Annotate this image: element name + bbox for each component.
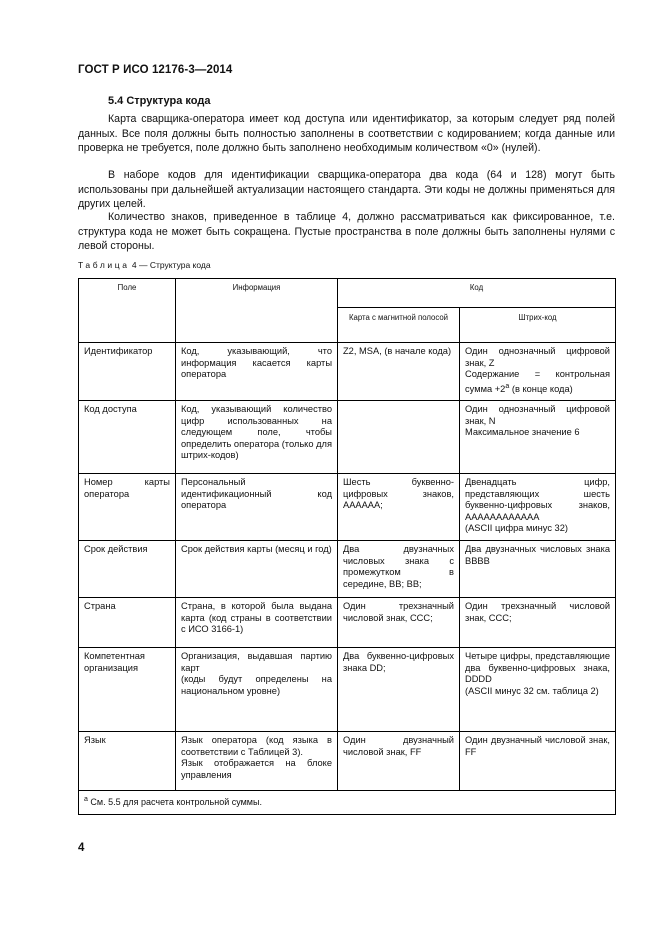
table-row (79, 474, 616, 541)
cell-magnetic: Z2, MSA, (в начале кода) (338, 343, 460, 401)
page-number: 4 (78, 842, 85, 854)
table-caption-title: 4 — Структура кода (131, 260, 211, 270)
cell-barcode (460, 401, 616, 474)
cell-field: Номер карты оператора (79, 474, 176, 541)
paragraph-2: В наборе кодов для идентификации сварщика-оператора два кода (64 и 128) могут быть использованы при дальнейшей актуализации настоящего стандарта. Эти коды не должны применяться для других целей. (78, 169, 615, 210)
table-footnote: $^a$ См. 5.5 для расчета контрольной суммы. (79, 791, 616, 815)
document-header: ГОСТ Р ИСО 12176-3—2014 (78, 64, 233, 76)
cell-magnetic (338, 401, 460, 474)
header-code: Код (338, 279, 616, 308)
header-info: Информация (176, 279, 338, 343)
cell-barcode: Один двузначный числовой знак, FF (460, 732, 616, 791)
cell-info-line: (коды будут определены на национальном уровне) (181, 674, 332, 696)
paragraph-1: Карта сварщика-оператора имеет код доступа или идентификатор, за которым следует ряд полей данных. Все поля должны быть полностью заполнены в соответствии с кодированием; когда данные или проверка не требуется, поле должно быть заполнено необходимым количеством «0» (нулей). (78, 113, 615, 154)
cell-barcode-line: Содержание = контрольная сумма $+2^a$ (в конце кода) (465, 369, 611, 394)
section-title: 5.4 Структура кода (108, 95, 211, 107)
cell-info-line: Язык отображается на блоке управления (181, 758, 332, 780)
footnote-ref: a (505, 382, 510, 390)
cell-magnetic: Один трехзначный числовой знак, CCC; (338, 598, 460, 648)
code-structure-table (78, 278, 616, 815)
cell-magnetic: Два буквенно-цифровых знака DD; (338, 648, 460, 732)
cell-info (176, 732, 338, 791)
cell-field: Язык (79, 732, 176, 791)
table-row (79, 598, 616, 648)
table-caption (78, 260, 211, 270)
table-row (79, 648, 616, 732)
cell-magnetic: Шесть буквенно-цифровых знаков, AAAAAA; (338, 474, 460, 541)
cell-barcode-line: Четыре цифры, представляющие два буквенно-цифровых знака, DDDD (465, 651, 611, 685)
header-barcode: Штрих-код (460, 308, 616, 343)
paragraph-3: Количество знаков, приведенное в таблице 4, должно рассматриваться как фиксированное, т.е. структура кода не может быть сокращена. Пустые пространства в поле должны быть заполнены нулями с левой стороны. (78, 211, 615, 252)
cell-field: Срок действия (79, 541, 176, 598)
cell-barcode: Два двузначных числовых знака BBBB (460, 541, 616, 598)
cell-field: Идентификатор (79, 343, 176, 401)
cell-barcode-line: Двенадцать цифр, представляющих шесть буквенно-цифровых знаков, AAAAAAAAAAAA (465, 477, 611, 522)
table-row (79, 732, 616, 791)
footnote-mark: a (84, 796, 88, 803)
cell-info: Персональный идентификационный код оператора (176, 474, 338, 541)
cell-barcode-line: Один однозначный цифровой знак, N (465, 404, 611, 426)
table-row (79, 541, 616, 598)
cell-field: Компетентная организация (79, 648, 176, 732)
cell-magnetic: Два двузначных числовых знака с промежутком в середине, BB; BB; (338, 541, 460, 598)
table-footnote-row (79, 791, 616, 815)
cell-barcode (460, 474, 616, 541)
cell-barcode-line: Максимальное значение 6 (465, 427, 580, 438)
header-field: Поле (79, 279, 176, 343)
cell-magnetic: Один двузначный числовой знак, FF (338, 732, 460, 791)
cell-info: Срок действия карты (месяц и год) (176, 541, 338, 598)
cell-info (176, 648, 338, 732)
cell-info: Код, указывающий количество цифр использованных на следующем поле, чтобы определить оператора (только для штрих-кодов) (176, 401, 338, 474)
cell-info: Код, указывающий, что информация касается карты оператора (176, 343, 338, 401)
cell-barcode: Один трехзначный числовой знак, CCC; (460, 598, 616, 648)
cell-info-line: Язык оператора (код языка в соответствии с Таблицей 3). (181, 735, 332, 757)
table-row (79, 343, 616, 401)
cell-field: Код доступа (79, 401, 176, 474)
table-caption-prefix: Таблица (78, 260, 130, 270)
cell-barcode-line: (ASCII цифра минус 32) (465, 523, 568, 534)
header-magnetic: Карта с магнитной полосой (338, 308, 460, 343)
cell-barcode-line: (ASCII минус 32 см. таблица 2) (465, 685, 599, 696)
cell-info: Страна, в которой была выдана карта (код страны в соответствии с ИСО 3166-1) (176, 598, 338, 648)
cell-info-line: Организация, выдавшая партию карт (181, 651, 332, 673)
cell-barcode (460, 648, 616, 732)
cell-barcode (460, 343, 616, 401)
cell-field: Страна (79, 598, 176, 648)
cell-barcode-line: Один однозначный цифровой знак, Z (465, 346, 611, 368)
table-row (79, 401, 616, 474)
